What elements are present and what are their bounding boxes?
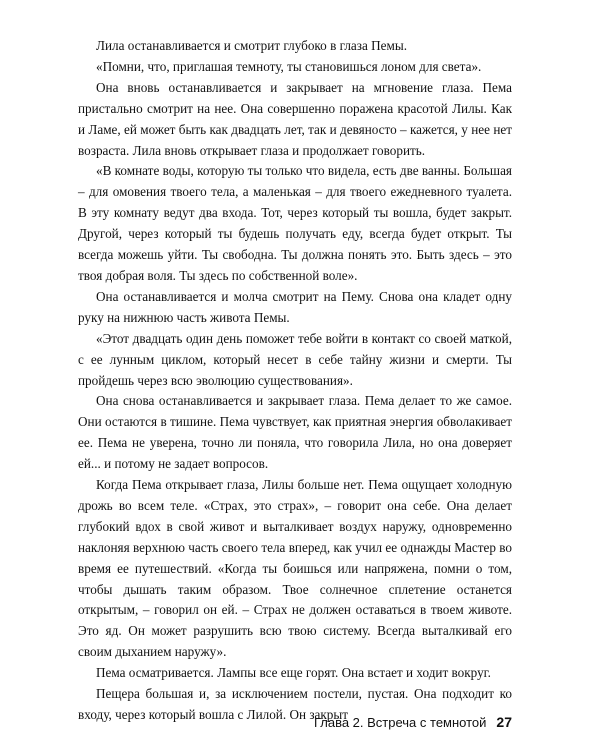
paragraph: Она вновь останавливается и закрывает на мгновение глаза. Пема пристально смотрит на нее. Она совершенно поражена красотой Лилы. Как и Ламе, ей может быть как двадцать лет, так и девяносто – кажется, у нее нет возраста. Лила вновь открывает глаза и продолжает говорить. (78, 79, 512, 158)
paragraph: Пещера большая и, за исключением постели, пустая. Она подходит ко входу, через который вошла с Лилой. Он закрыт (78, 686, 512, 722)
paragraph: Когда Пема открывает глаза, Лилы больше нет. Пема ощущает холодную дрожь во всем теле. «Страх, это страх», – говорит она себе. Она делает глубокий вдох в свой живот и выталкивает воздух наружу, одновременно наклоняя верхнюю часть своего тела вперед, как учил ее однажды Мастер во время ее путешествий. «Когда ты боишься или напряжена, помни о том, чтобы дышать таким образом. Твое солнечное сплетение останется открытым, – говорил он ей. – Страх не должен оставаться в твоем животе. Это яд. Он может разрушить всю твою систему. Всегда выталкивай его своим дыханием наружу». (78, 477, 512, 660)
paragraph: «Помни, что, приглашая темноту, ты становишься лоном для света». (96, 58, 482, 74)
paragraph: Лила останавливается и смотрит глубоко в глаза Пемы. (96, 38, 407, 53)
paragraph: «В комнате воды, которую ты только что видела, есть две ванны. Большая – для омовения твоего тела, а маленькая – для твоего ежедневного туалета. В эту комнату ведут два входа. Тот, через который ты вошла, будет закрыт. Другой, через который ты будешь получать еду, всегда будет открыт. Ты всегда можешь уйти. Ты свободна. Ты должна понять это. Быть здесь – это твоя добрая воля. Ты здесь по собственной воле». (78, 163, 513, 283)
paragraph: «Этот двадцать один день поможет тебе войти в контакт со своей маткой, с ее лунным циклом, который несет в себе тайну жизни и смерти. Ты пройдешь через всю эволюцию существования». (78, 330, 512, 388)
page-body (78, 36, 512, 726)
paragraph: Пема осматривается. Лампы все еще горят. Она встает и ходит вокруг. (96, 665, 491, 681)
paragraph: Она снова останавливается и закрывает глаза. Пема делает то же самое. Они остаются в тишине. Пема чувствует, как приятная энергия обволакивает ее. Пема не уверена, точно ли поняла, что говорила Лила, но она доверяет ей... и потому не задает вопросов. (78, 393, 512, 472)
chapter-title: Глава 2. Встреча с темнотой (313, 715, 487, 730)
page-footer (300, 714, 512, 734)
paragraph: Она останавливается и молча смотрит на Пему. Снова она кладет одну руку на нижнюю часть живота Пемы. (78, 288, 512, 325)
page-number: 27 (496, 714, 512, 730)
